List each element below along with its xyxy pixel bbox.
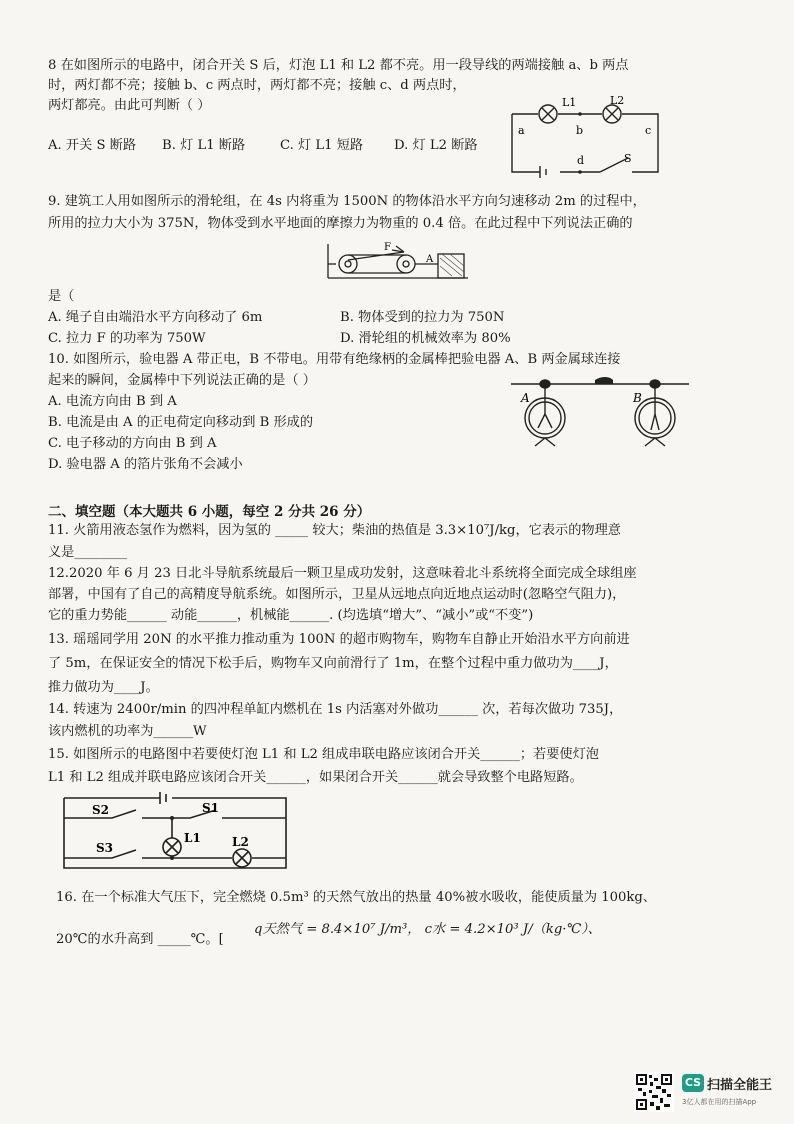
q8-label-l1: L1	[562, 96, 577, 109]
q8-line3: 两灯都亮。由此可判断（ ）	[48, 98, 211, 113]
q13-line1: 13. 瑶瑶同学用 20N 的水平推力推动重为 100N 的超市购物车，购物车自静止开始沿水平方向前进	[48, 632, 630, 647]
q8-line2: 时，两灯都不亮；接触 b、c 两点时，两灯都不亮；接触 c、d 两点时，	[48, 78, 466, 93]
q8-label-s: S	[624, 152, 632, 165]
q14-line1: 14. 转速为 2400r/min 的四冲程单缸内燃机在 1s 内活塞对外做功______ 次，若每次做功 735J，	[48, 702, 623, 717]
q9-option-b: B. 物体受到的拉力为 750N	[340, 310, 505, 325]
q15-line1: 15. 如图所示的电路图中若要使灯泡 L1 和 L2 组成串联电路应该闭合开关______；若要使灯泡	[48, 747, 599, 762]
q9-option-c: C. 拉力 F 的功率为 750W	[48, 331, 206, 346]
q10-line1: 10. 如图所示，验电器 A 带正电，B 不带电。用带有绝缘柄的金属棒把验电器 A、B 两金属球连接	[48, 352, 621, 367]
q10-label-b: B	[633, 391, 642, 405]
q8-label-d: d	[577, 154, 585, 167]
q9-option-d: D. 滑轮组的机械效率为 80%	[340, 331, 511, 346]
q8-label-c: c	[645, 124, 652, 137]
q9-line1: 9. 建筑工人用如图所示的滑轮组，在 4s 内将重为 1500N 的物体沿水平方向匀速移动 2m 的过程中，	[48, 194, 646, 209]
q10-option-c: C. 电子移动的方向由 B 到 A	[48, 436, 217, 451]
qr-code	[634, 1072, 674, 1112]
q13-line2: 了 5m，在保证安全的情况下松手后，购物车又向前滑行了 1m，在整个过程中重力做功为____J，	[48, 656, 618, 671]
q9-line3: 是（	[48, 289, 75, 304]
q14-line2: 该内燃机的功率为______W	[48, 724, 207, 739]
q10-option-b: B. 电流是由 A 的正电荷定向移动到 B 形成的	[48, 415, 314, 430]
q12-line2: 部署，中国有了自己的高精度导航系统。如图所示，卫星从远地点向近地点运动时(忽略空气阻力)，	[48, 587, 626, 602]
q16-line2: 20℃的水升高到 _____℃。[	[56, 932, 224, 947]
q16-formula: q天然气 = 8.4×10⁷ J/m³， c水 = 4.2×10³ J/（kg·℃）、	[254, 922, 601, 937]
q8-option-d: D. 灯 L2 断路	[394, 138, 478, 153]
q15-label-s3: S3	[96, 841, 114, 855]
q15-label-s2: S2	[92, 803, 110, 817]
app-tagline: 3亿人都在用的扫描App	[682, 1098, 757, 1106]
q8-line1: 8 在如图所示的电路中，闭合开关 S 后，灯泡 L1 和 L2 都不亮。用一段导线的两端接触 a、b 两点	[48, 58, 629, 73]
q12-line1: 12.2020 年 6 月 23 日北斗导航系统最后一颗卫星成功发射，这意味着北斗系统将全面完成全球组座	[48, 566, 637, 581]
q10-option-d: D. 验电器 A 的箔片张角不会减小	[48, 457, 243, 472]
q15-label-l1: L1	[184, 831, 201, 845]
q16-line1: 16. 在一个标准大气压下，完全燃烧 0.5m³ 的天然气放出的热量 40%被水吸收，能使质量为 100kg、	[56, 890, 656, 905]
q15-circuit-diagram	[56, 792, 294, 878]
q9-label-a: A	[426, 254, 434, 265]
q8-option-c: C. 灯 L1 短路	[280, 138, 364, 153]
q8-option-a: A. 开关 S 断路	[48, 138, 137, 153]
q15-label-s1: S1	[202, 801, 220, 815]
q12-line3: 它的重力势能______ 动能______，机械能______. (均选填“增大”、“减小”或“不变”)	[48, 608, 534, 623]
q9-label-f: F	[384, 242, 391, 253]
camscanner-logo-icon: CS	[682, 1074, 704, 1092]
q13-line3: 推力做功为____J。	[48, 680, 159, 695]
q9-option-a: A. 绳子自由端沿水平方向移动了 6m	[48, 310, 263, 325]
section-title: 二、填空题（本大题共 6 小题，每空 2 分共 26 分）	[48, 504, 371, 520]
q8-label-l2: L2	[610, 94, 625, 107]
app-name: 扫描全能王	[707, 1078, 773, 1093]
q8-circuit-diagram	[500, 94, 670, 190]
q10-line2: 起来的瞬间，金属棒中下列说法正确的是（ ）	[48, 373, 316, 388]
q11-line1: 11. 火箭用液态氢作为燃料，因为氢的 _____ 较大；柴油的热值是 3.3×10⁷J/kg，它表示的物理意	[48, 523, 621, 538]
q8-label-b: b	[576, 124, 584, 137]
q11-line2: 义是________	[48, 545, 128, 560]
q10-option-a: A. 电流方向由 B 到 A	[48, 394, 177, 409]
q15-label-l2: L2	[232, 835, 249, 849]
q9-line2: 所用的拉力大小为 375N，物体受到水平地面的摩擦力为物重的 0.4 倍。在此过程中下列说法正确的	[48, 216, 633, 231]
q8-option-b: B. 灯 L1 断路	[162, 138, 246, 153]
q15-line2: L1 和 L2 组成并联电路应该闭合开关______，如果闭合开关______就会导致整个电路短路。	[48, 770, 583, 785]
q9-pulley-diagram	[322, 240, 472, 286]
q8-label-a: a	[518, 124, 525, 137]
q10-label-a: A	[521, 391, 530, 405]
q10-electroscope-diagram	[505, 374, 695, 454]
